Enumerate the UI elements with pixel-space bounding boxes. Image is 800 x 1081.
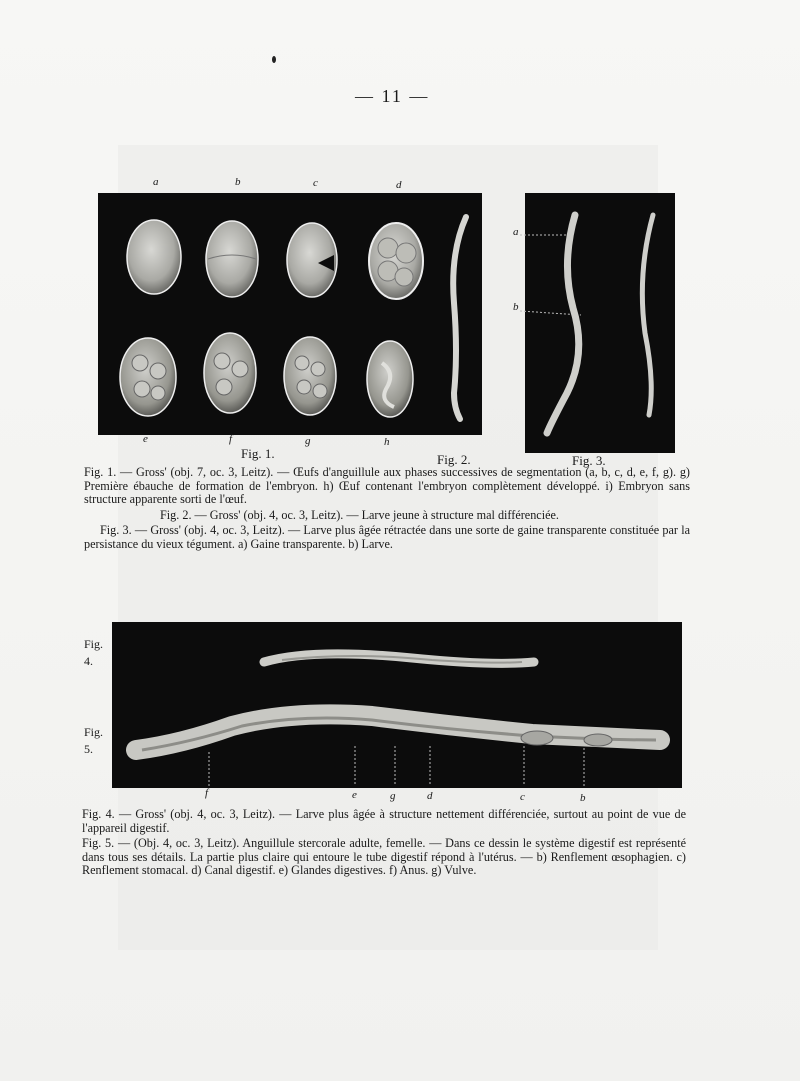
fig1-label: Fig. 1. bbox=[241, 446, 275, 461]
caption-fig1: Fig. 1. — Gross' (obj. 7, oc. 3, Leitz). — Œufs d'anguillule aux phases successives de segmentation (a, b, c, d, e, f, g). g) Première ébauche de formation de l'embryon. h) Œuf contenant l'embryon complètement développé. i) Embryon sans structure apparente sorti de l'œuf. bbox=[84, 465, 690, 507]
fig2-larva bbox=[453, 217, 466, 419]
fig5-label-d: d bbox=[427, 790, 433, 802]
caption-fig5: Fig. 5. — (Obj. 4, oc. 3, Leitz). Anguillule stercorale adulte, femelle. — Dans ce dessin le système digestif est représenté dans tous ses détails. La partie plus claire qui entoure le tube digestif répond à l'utérus. — b) Renflement œsophagien. c) Renflement stomacal. d) Canal digestif. e) Glandes digestives. f) Anus. g) Vulve. bbox=[82, 836, 686, 878]
egg-f bbox=[204, 333, 256, 413]
fig5-label-e: e bbox=[352, 789, 357, 801]
fig5-leader-lines bbox=[209, 746, 584, 786]
label-g: g bbox=[305, 435, 311, 447]
fig4-label: Fig. 4. bbox=[84, 637, 104, 668]
caption-fig4: Fig. 4. — Gross' (obj. 4, oc. 3, Leitz). — Larve plus âgée à structure nettement différenciée, surtout au point de vue de l'appareil digestif. bbox=[82, 807, 686, 835]
label-h: h bbox=[384, 436, 390, 448]
egg-g bbox=[284, 337, 336, 415]
captions-fig4-5 bbox=[82, 808, 686, 878]
caption-fig3: Fig. 3. — Gross' (obj. 4, oc. 3, Leitz). — Larve plus âgée rétractée dans une sorte de gaine transparente constituée par la persistance du vieux tégument. a) Gaine transparente. b) Larve. bbox=[84, 523, 690, 551]
fig3-label-b: b bbox=[513, 301, 519, 313]
captions-fig1-3 bbox=[84, 466, 690, 552]
fig3-larva-sheath bbox=[547, 215, 579, 433]
label-f: f bbox=[229, 433, 233, 445]
label-d: d bbox=[396, 179, 402, 191]
egg-h bbox=[367, 341, 413, 417]
egg-a bbox=[127, 220, 181, 294]
egg-e bbox=[120, 338, 176, 416]
fig5-label: Fig. 5. bbox=[84, 725, 104, 756]
fig5-label-c: c bbox=[520, 791, 525, 803]
fig3-label-a: a bbox=[513, 226, 519, 238]
label-a: a bbox=[153, 176, 159, 188]
label-b: b bbox=[235, 176, 241, 188]
fig2-label: Fig. 2. bbox=[437, 452, 471, 467]
fig5-adult-female bbox=[136, 714, 660, 750]
fig5-label-f: f bbox=[205, 787, 209, 799]
plate-fig3 bbox=[525, 193, 675, 453]
plate-fig4-fig5 bbox=[112, 622, 682, 788]
egg-b bbox=[206, 221, 258, 297]
adult-worms-drawing bbox=[112, 622, 682, 788]
eggs-drawing bbox=[98, 193, 482, 435]
fig5-label-b: b bbox=[580, 792, 586, 804]
ink-spot bbox=[272, 56, 276, 63]
fig3-drawing bbox=[525, 193, 675, 453]
egg-c bbox=[287, 223, 337, 297]
egg-d bbox=[369, 223, 423, 299]
caption-fig2: Fig. 2. — Gross' (obj. 4, oc. 3, Leitz). — Larve jeune à structure mal différenciée. bbox=[160, 507, 559, 522]
plate-fig1-fig2 bbox=[98, 193, 482, 435]
fig3-label: Fig. 3. bbox=[572, 453, 606, 468]
label-c: c bbox=[313, 177, 318, 189]
label-e: e bbox=[143, 433, 148, 445]
fig3-larva bbox=[642, 215, 653, 415]
fig4-larva bbox=[264, 654, 534, 664]
page-number: — 11 — bbox=[355, 86, 430, 106]
fig5-label-g: g bbox=[390, 790, 396, 802]
